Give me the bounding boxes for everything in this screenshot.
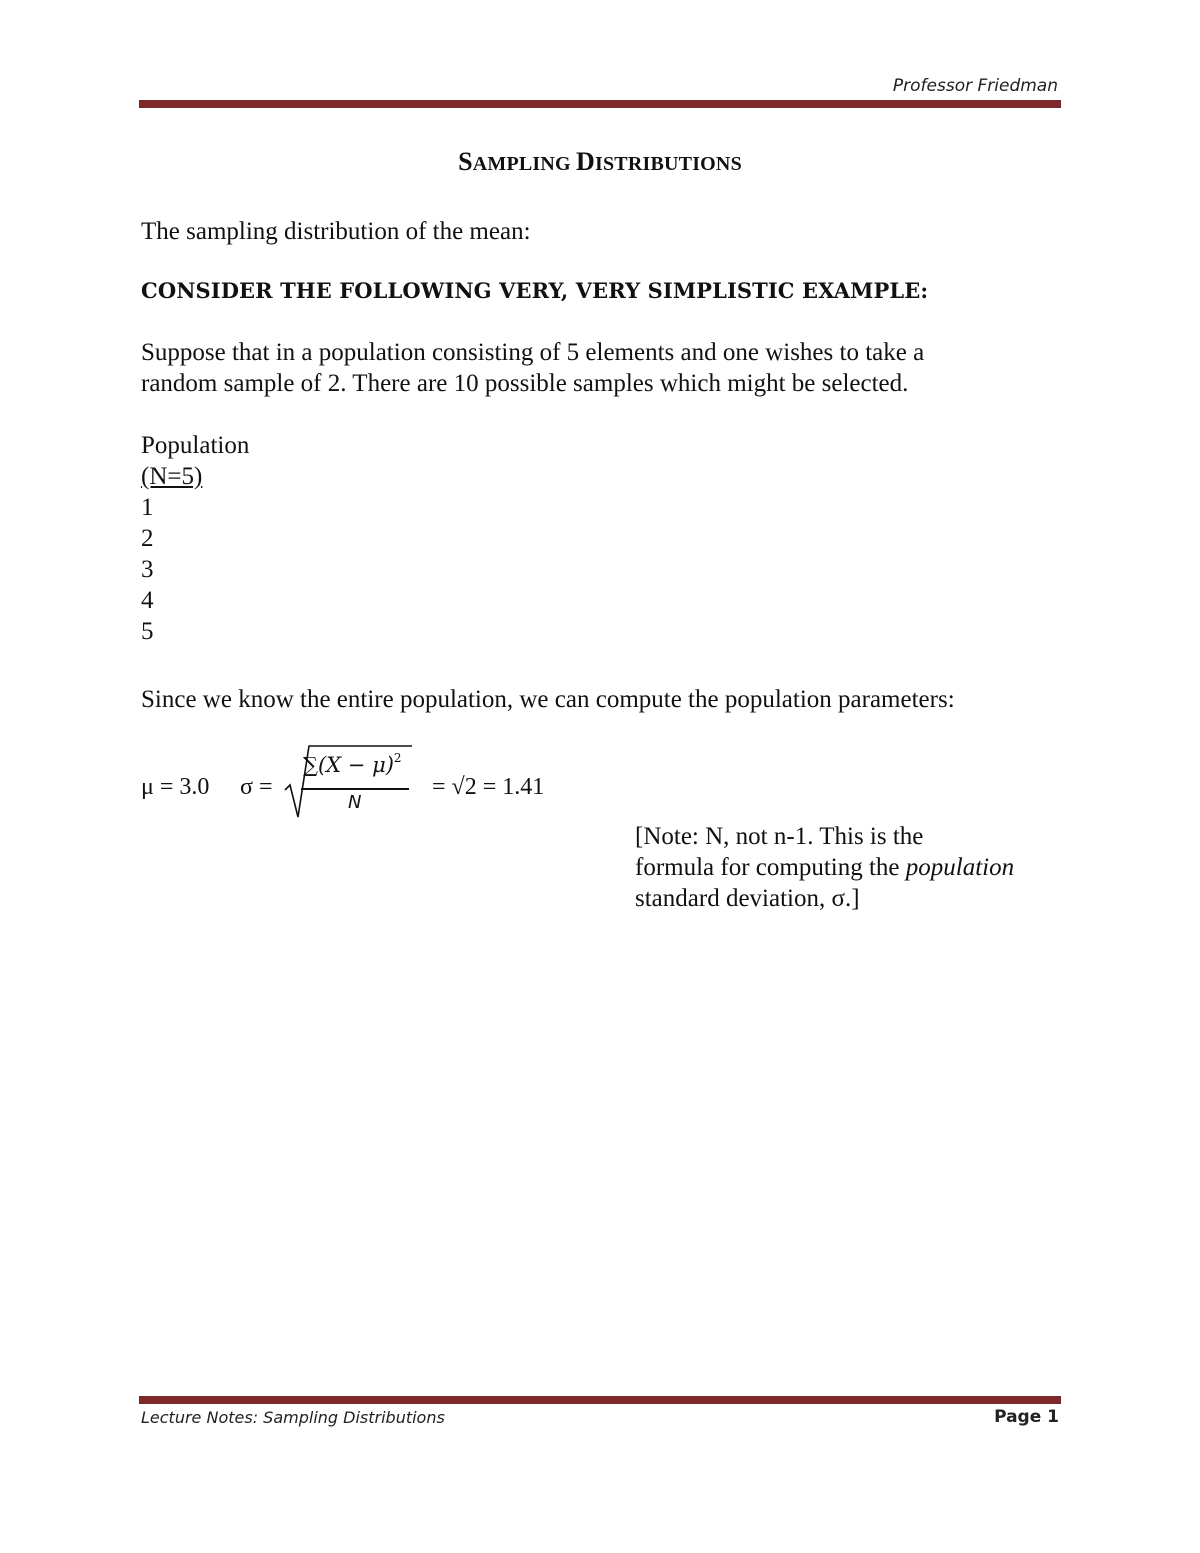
header-author: Professor Friedman [892,76,1058,96]
note-line-3: standard deviation, σ.] [635,885,860,912]
note-emphasis: population [905,854,1015,881]
page-title [0,147,1200,177]
mu-value: μ = 3.0 [141,774,210,800]
title-rest-distributions: ISTRIBUTIONS [595,153,742,175]
note-line-2-text: formula for computing the [635,854,906,881]
note-line-2 [635,852,1014,883]
setup-line-2: random sample of 2. There are 10 possible samples which might be selected. [141,370,909,397]
population-value: 4 [141,587,154,614]
title-rest-sampling: AMPLING [472,153,577,175]
population-value: 5 [141,618,154,645]
formula-numerator [303,751,402,777]
sigma-formula [141,741,641,821]
fraction-bar [301,788,409,790]
header-rule [139,100,1061,108]
parameters-intro: Since we know the entire population, we can compute the population parameters: [141,686,955,713]
population-size-label: (N=5) [141,463,203,490]
numerator-exponent: 2 [393,751,402,765]
population-value: 3 [141,556,154,583]
setup-line-1: Suppose that in a population consisting of 5 elements and one wishes to take a [141,339,925,366]
footer-rule [139,1396,1061,1404]
setup-paragraph [141,337,924,399]
numerator-text: ∑(X − μ) [303,753,394,777]
title-initial-s: S [458,147,473,176]
footer-page-number: Page 1 [994,1407,1059,1427]
formula-result: = √2 = 1.41 [432,774,545,800]
title-initial-d: D [576,147,595,176]
population-value: 2 [141,525,154,552]
population-label: Population [141,432,250,459]
intro-text: The sampling distribution of the mean: [141,218,531,245]
footer-document-title: Lecture Notes: Sampling Distributions [141,1408,445,1427]
population-value: 1 [141,494,154,521]
sigma-label: σ = [240,774,273,800]
note-block [635,821,1014,914]
population-list [141,430,249,647]
note-line-1: [Note: N, not n-1. This is the [635,823,924,850]
example-heading: CONSIDER THE FOLLOWING VERY, VERY SIMPLISTIC EXAMPLE: [141,278,929,303]
formula-denominator: N [348,792,362,813]
